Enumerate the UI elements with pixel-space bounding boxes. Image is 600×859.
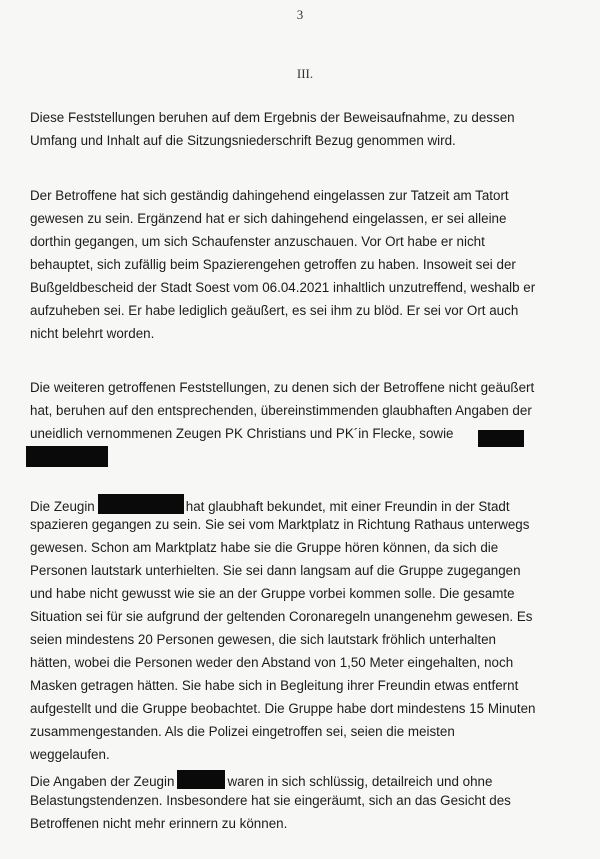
text-segment: Die Angaben der Zeugin [30,774,175,789]
text-segment: hat glaubhaft bekundet, mit einer Freundin in der Stadt [185,499,510,514]
text-line: behauptet, sich zufällig beim Spazierengehen getroffen zu haben. Insoweit sei der [30,257,516,272]
text-line: und habe nicht gewusst wie sie an der Gruppe vorbei kommen solle. Die gesamte [30,586,515,601]
text-line: seien mindestens 20 Personen gewesen, die sich lautstark fröhlich unterhalten [30,632,496,647]
text-line: nicht belehrt worden. [30,326,155,341]
text-line: Bußgeldbescheid der Stadt Soest vom 06.04.2021 inhaltlich unzutreffend, weshalb er [30,280,536,295]
page-number: 3 [296,7,304,22]
text-line: aufzuheben sei. Er habe lediglich geäußert, es sei ihm zu blöd. Er sei vor Ort auch [30,303,519,318]
text-segment: waren in sich schlüssig, detailreich und ohne [227,774,493,789]
text-line: Belastungstendenzen. Insbesondere hat sie eingeräumt, sich an das Gesicht des [30,793,511,808]
text-line [30,426,454,442]
text-line: Diese Feststellungen beruhen auf dem Ergebnis der Beweisaufnahme, zu dessen [30,110,515,125]
text-line: hätten, wobei die Personen weder den Abstand von 1,50 Meter eingehalten, noch [30,655,514,670]
text-line: zusammengestanden. Als die Polizei eingetroffen sei, seien die meisten [30,724,455,739]
text-line: Umfang und Inhalt auf die Sitzungsniederschrift Bezug genommen wird. [30,133,456,148]
redaction-box [98,494,184,514]
section-heading: III. [296,66,314,81]
text-line: Die weiteren getroffenen Feststellungen, zu denen sich der Betroffene nicht geäußert [30,380,535,395]
text-line [30,770,492,790]
text-line: dorthin gegangen, um sich Schaufenster anzuschauen. Vor Ort habe er nicht [30,234,485,249]
redaction-box [26,446,108,467]
text-line: aufgestellt und die Gruppe beobachtet. Die Gruppe habe dort mindestens 15 Minuten [30,701,536,716]
text-segment: uneidlich vernommenen Zeugen PK Christians und PK´in Flecke, sowie [30,426,454,441]
text-line: spazieren gegangen zu sein. Sie sei vom Marktplatz in Richtung Rathaus unterwegs [30,517,530,532]
text-line: Masken getragen hätten. Sie habe sich in Begleitung ihrer Freundin etwas entfernt [30,678,519,693]
text-line: gewesen zu sein. Ergänzend hat er sich dahingehend eingelassen, er sei alleine [30,211,507,226]
text-segment: Die Zeugin [30,499,95,514]
redaction-box [478,430,524,447]
text-line: Der Betroffene hat sich geständig dahingehend eingelassen zur Tatzeit am Tatort [30,188,509,203]
text-line: weggelaufen. [30,747,110,762]
text-line: Situation sei für sie aufgrund der geltenden Coronaregeln unangenehm gewesen. Es [30,609,533,624]
text-line: Personen lautstark unterhielten. Sie sei dann langsam auf die Gruppe zugegangen [30,563,521,578]
redaction-box [177,770,225,789]
text-line [30,494,510,515]
text-line: Betroffenen nicht mehr erinnern zu können. [30,816,288,831]
text-line: gewesen. Schon am Marktplatz habe sie die Gruppe hören können, da sich die [30,540,499,555]
text-line: hat, beruhen auf den entsprechenden, übereinstimmenden glaubhaften Angaben der [30,403,532,418]
